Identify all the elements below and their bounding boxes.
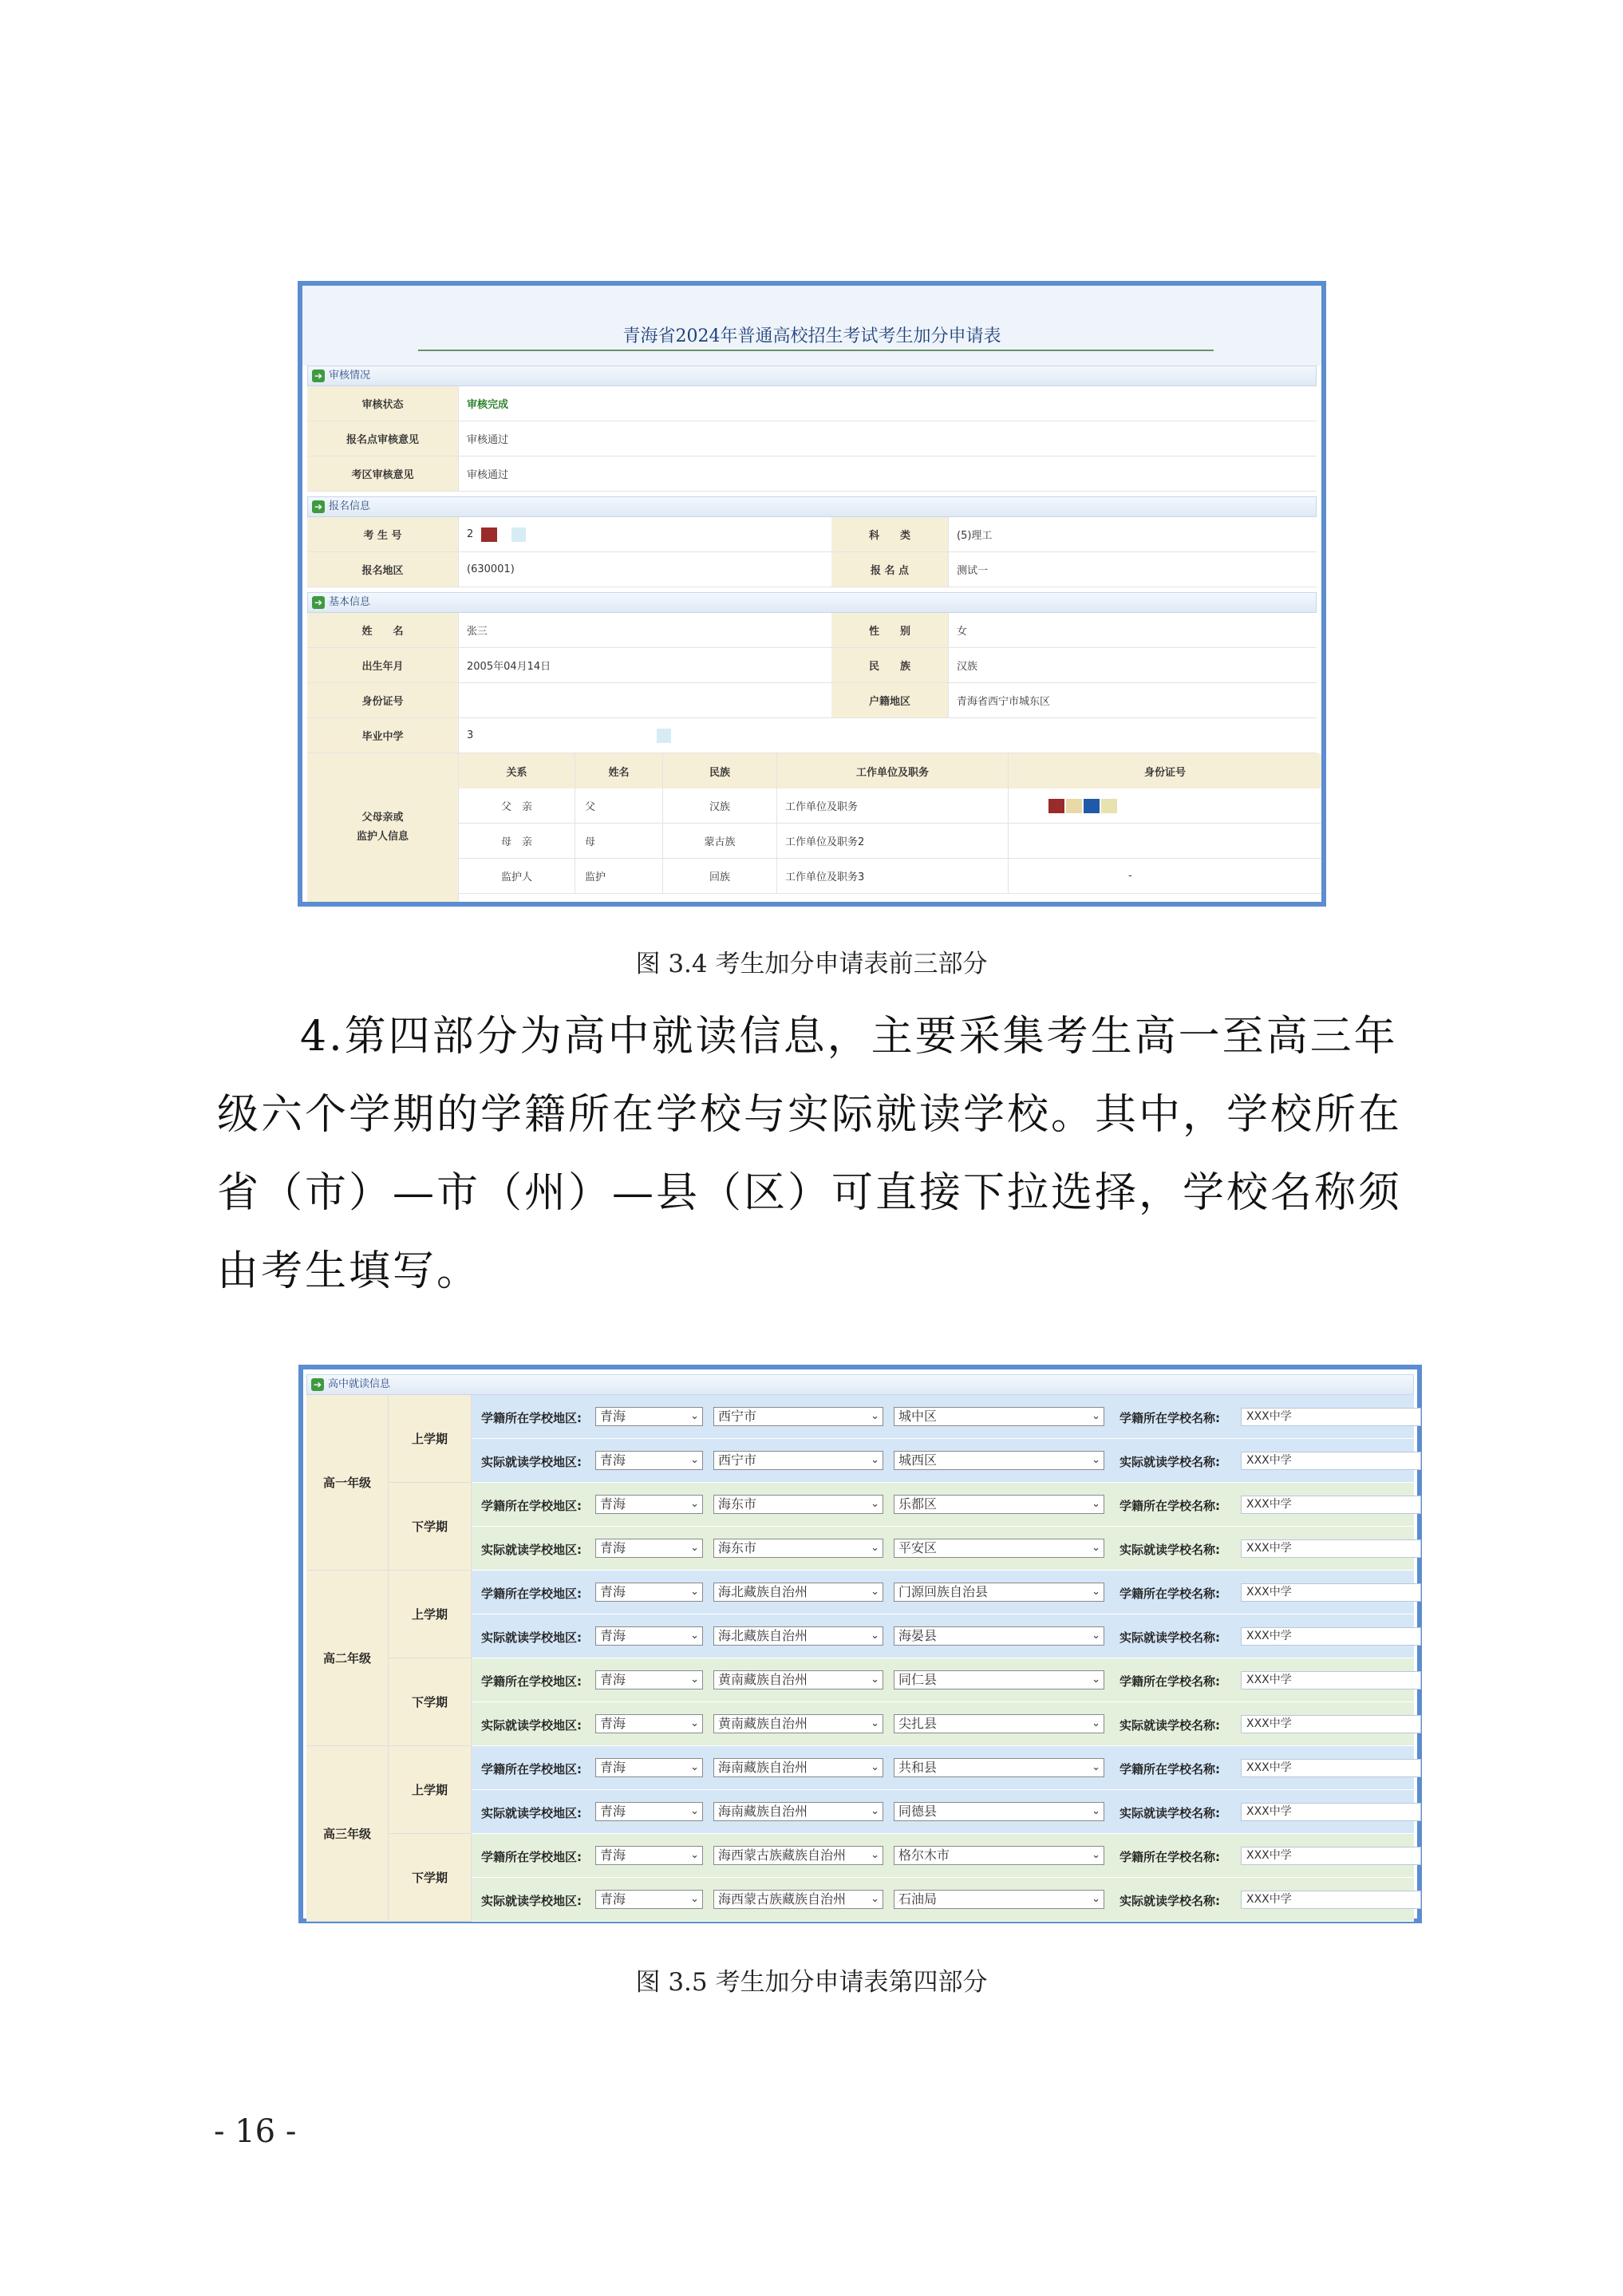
exam-no-text: 2: [467, 528, 474, 540]
county-select-value: 平安区: [898, 1540, 938, 1555]
school-text: 3: [467, 729, 474, 741]
chevron-down-icon: ⌄: [1092, 1454, 1100, 1466]
city-select-value: 海南藏族自治州: [718, 1804, 808, 1819]
registered-region-label: 学籍所在学校地区:: [481, 1587, 582, 1601]
chevron-down-icon: ⌄: [690, 1893, 699, 1905]
city-select-value: 海西蒙古族藏族自治州: [718, 1891, 847, 1907]
county-select-value: 同德县: [898, 1804, 938, 1819]
county-select[interactable]: [894, 1802, 1104, 1821]
registered-name-label: 学籍所在学校名称:: [1120, 1587, 1220, 1601]
redaction-mark: [511, 528, 526, 542]
household-label: 户籍地区: [831, 683, 949, 717]
registered-name-label: 学籍所在学校名称:: [1120, 1411, 1220, 1425]
county-select[interactable]: [894, 1714, 1104, 1733]
city-select[interactable]: [713, 1670, 883, 1689]
chevron-down-icon: ⌄: [871, 1542, 879, 1554]
actual-region-label: 实际就读学校地区:: [481, 1806, 582, 1820]
province-select[interactable]: [595, 1583, 703, 1602]
city-select[interactable]: [713, 1407, 883, 1426]
review-status-value: 审核完成: [467, 399, 509, 411]
province-select-value: 青海: [600, 1496, 626, 1512]
basic-row-2: [307, 648, 1317, 683]
school-name-input[interactable]: XXX中学: [1241, 1671, 1421, 1689]
family-ethnic-mother: 蒙古族: [663, 824, 777, 859]
city-select-value: 西宁市: [718, 1452, 757, 1468]
school-name-input[interactable]: XXX中学: [1241, 1496, 1421, 1514]
actual-name-label: 实际就读学校名称:: [1120, 1806, 1220, 1820]
id-label: 身份证号: [307, 683, 459, 717]
chevron-down-icon: ⌄: [1092, 1542, 1100, 1554]
review-district-value: 审核通过: [467, 469, 509, 481]
actual-region-label: 实际就读学校地区:: [481, 1894, 582, 1908]
province-select-value: 青海: [600, 1804, 626, 1819]
chevron-down-icon: ⌄: [690, 1849, 699, 1861]
county-select[interactable]: [894, 1890, 1104, 1909]
family-name-mother: 母: [575, 824, 663, 859]
family-header-relation: 关系: [459, 753, 575, 788]
city-select[interactable]: [713, 1846, 883, 1865]
school-row: [472, 1614, 1414, 1658]
province-select[interactable]: [595, 1626, 703, 1646]
province-select-value: 青海: [600, 1628, 626, 1643]
city-select-value: 海南藏族自治州: [718, 1760, 808, 1775]
registered-name-label: 学籍所在学校名称:: [1120, 1850, 1220, 1864]
chevron-down-icon: ⌄: [871, 1674, 879, 1685]
city-select[interactable]: [713, 1495, 883, 1514]
basic-row-3: [307, 683, 1317, 718]
point-label: 报 名 点: [831, 552, 949, 587]
city-select-value: 西宁市: [718, 1409, 757, 1424]
province-select-value: 青海: [600, 1584, 626, 1599]
province-select-value: 青海: [600, 1540, 626, 1555]
province-select[interactable]: [595, 1451, 703, 1470]
family-header-work: 工作单位及职务: [777, 753, 1009, 788]
chevron-down-icon: ⌄: [690, 1454, 699, 1466]
redaction-mark: [1048, 799, 1064, 813]
city-select-value: 黄南藏族自治州: [718, 1716, 808, 1731]
county-select-value: 石油局: [898, 1891, 938, 1907]
actual-name-label: 实际就读学校名称:: [1120, 1894, 1220, 1908]
chevron-down-icon: ⌄: [1092, 1761, 1100, 1773]
school-name-input[interactable]: XXX中学: [1241, 1452, 1421, 1470]
city-select[interactable]: [713, 1890, 883, 1909]
registration-row-2: [307, 552, 1317, 587]
province-select-value: 青海: [600, 1891, 626, 1907]
province-select-value: 青海: [600, 1847, 626, 1863]
chevron-down-icon: ⌄: [871, 1717, 879, 1729]
school-name-input[interactable]: XXX中学: [1241, 1847, 1421, 1865]
review-point-value: 审核通过: [467, 434, 509, 446]
section-basic-title: 基本信息: [329, 596, 371, 608]
province-select[interactable]: [595, 1714, 703, 1733]
county-select[interactable]: [894, 1846, 1104, 1865]
province-select[interactable]: [595, 1407, 703, 1426]
chevron-down-icon: ⌄: [690, 1410, 699, 1422]
school-name-input[interactable]: XXX中学: [1241, 1715, 1421, 1733]
county-select[interactable]: [894, 1495, 1104, 1514]
school-name-input[interactable]: XXX中学: [1241, 1891, 1421, 1909]
county-select[interactable]: [894, 1670, 1104, 1689]
school-value: [459, 718, 671, 753]
chevron-down-icon: ⌄: [1092, 1805, 1100, 1817]
region-label: 报名地区: [307, 552, 459, 587]
term-label: 下学期: [389, 1483, 472, 1571]
family-header-ethnic: 民族: [663, 753, 777, 788]
county-select[interactable]: [894, 1583, 1104, 1602]
review-status-label: 审核状态: [307, 386, 459, 421]
county-select[interactable]: [894, 1451, 1104, 1470]
chevron-down-icon: ⌄: [690, 1498, 699, 1510]
term-label: 下学期: [389, 1834, 472, 1922]
name-label: 姓 名: [307, 613, 459, 647]
school-row: [472, 1527, 1414, 1571]
actual-region-label: 实际就读学校地区:: [481, 1630, 582, 1645]
school-row: [472, 1439, 1414, 1483]
province-select-value: 青海: [600, 1409, 626, 1424]
term-label: 上学期: [389, 1395, 472, 1483]
grade-label: 高三年级: [306, 1746, 389, 1922]
province-select[interactable]: [595, 1495, 703, 1514]
city-select[interactable]: [713, 1583, 883, 1602]
family-ethnic-guardian: 回族: [663, 859, 777, 894]
school-row: [472, 1658, 1414, 1702]
chevron-down-icon: ⌄: [1092, 1674, 1100, 1685]
province-select[interactable]: [595, 1758, 703, 1777]
actual-region-label: 实际就读学校地区:: [481, 1455, 582, 1469]
gender-label: 性 别: [831, 613, 949, 647]
chevron-down-icon: ⌄: [690, 1717, 699, 1729]
school-name-input[interactable]: XXX中学: [1241, 1583, 1421, 1602]
actual-region-label: 实际就读学校地区:: [481, 1718, 582, 1733]
chevron-down-icon: ⌄: [1092, 1630, 1100, 1642]
province-select-value: 青海: [600, 1452, 626, 1468]
figure-3-4-caption: 图 3.4 考生加分申请表前三部分: [635, 950, 988, 978]
section-highschool-title: 高中就读信息: [328, 1378, 391, 1390]
region-value: (630001): [467, 563, 515, 575]
family-work-father: 工作单位及职务: [777, 788, 1009, 824]
figure-3-5-caption: 图 3.5 考生加分申请表第四部分: [635, 1968, 988, 1997]
school-name-input[interactable]: XXX中学: [1241, 1408, 1421, 1426]
school-row: [472, 1834, 1414, 1878]
chevron-down-icon: ⌄: [871, 1454, 879, 1466]
province-select-value: 青海: [600, 1716, 626, 1731]
subject-value: (5)理工: [957, 530, 993, 542]
province-select[interactable]: [595, 1802, 703, 1821]
school-name-input[interactable]: XXX中学: [1241, 1759, 1421, 1777]
review-row-point: [307, 421, 1317, 456]
county-select-value: 格尔木市: [898, 1847, 950, 1863]
city-select-value: 海西蒙古族藏族自治州: [718, 1847, 847, 1863]
chevron-down-icon: ⌄: [871, 1893, 879, 1905]
chevron-down-icon: ⌄: [690, 1761, 699, 1773]
registered-region-label: 学籍所在学校地区:: [481, 1674, 582, 1689]
city-select[interactable]: [713, 1802, 883, 1821]
province-select-value: 青海: [600, 1672, 626, 1687]
family-relation-mother: 母 亲: [459, 824, 575, 859]
review-row-district: [307, 456, 1317, 492]
redaction-mark: [1101, 799, 1117, 813]
figure-3-5-screenshot: [298, 1365, 1422, 1923]
exam-no-value: [459, 517, 831, 551]
registration-row-1: [307, 517, 1317, 552]
county-select-value: 海晏县: [898, 1628, 938, 1643]
chevron-down-icon: ⌄: [1092, 1717, 1100, 1729]
redaction-mark: [1066, 799, 1082, 813]
form-title-bar: [302, 286, 1321, 366]
actual-name-label: 实际就读学校名称:: [1120, 1543, 1220, 1557]
chevron-down-icon: ⌄: [871, 1805, 879, 1817]
family-ethnic-father: 汉族: [663, 788, 777, 824]
section-registration-header[interactable]: [307, 496, 1317, 517]
chevron-down-icon: ⌄: [871, 1410, 879, 1422]
registered-name-label: 学籍所在学校名称:: [1120, 1674, 1220, 1689]
subject-label: 科 类: [831, 517, 949, 551]
city-select[interactable]: [713, 1539, 883, 1558]
arrow-right-icon: ➔: [312, 369, 325, 382]
school-name-input[interactable]: XXX中学: [1241, 1539, 1421, 1558]
city-select-value: 海北藏族自治州: [718, 1628, 808, 1643]
registered-name-label: 学籍所在学校名称:: [1120, 1499, 1220, 1513]
registered-region-label: 学籍所在学校地区:: [481, 1411, 582, 1425]
redaction-mark: [1084, 799, 1100, 813]
county-select-value: 尖扎县: [898, 1716, 938, 1731]
birth-value: 2005年04月14日: [467, 661, 551, 673]
registered-region-label: 学籍所在学校地区:: [481, 1850, 582, 1864]
section-review-title: 审核情况: [329, 369, 371, 381]
registered-region-label: 学籍所在学校地区:: [481, 1499, 582, 1513]
province-select[interactable]: [595, 1846, 703, 1865]
term-label: 下学期: [389, 1658, 472, 1746]
chevron-down-icon: ⌄: [871, 1498, 879, 1510]
page-number: - 16 -: [214, 2113, 297, 2150]
chevron-down-icon: ⌄: [1092, 1893, 1100, 1905]
school-row: [472, 1395, 1414, 1439]
birth-label: 出生年月: [307, 648, 459, 682]
exam-no-label: 考 生 号: [307, 517, 459, 551]
county-select-value: 同仁县: [898, 1672, 938, 1687]
province-select-value: 青海: [600, 1760, 626, 1775]
county-select[interactable]: [894, 1758, 1104, 1777]
redaction-mark: [657, 729, 671, 743]
city-select-value: 海北藏族自治州: [718, 1584, 808, 1599]
section-highschool-header[interactable]: [306, 1374, 1414, 1395]
city-select[interactable]: [713, 1626, 883, 1646]
family-work-guardian: 工作单位及职务3: [777, 859, 1009, 894]
school-row: [472, 1571, 1414, 1614]
term-label: 上学期: [389, 1746, 472, 1834]
family-id-mother: [1009, 824, 1321, 859]
county-select[interactable]: [894, 1539, 1104, 1558]
term-label: 上学期: [389, 1571, 472, 1658]
county-select-value: 城中区: [898, 1409, 938, 1424]
family-relation-father: 父 亲: [459, 788, 575, 824]
county-select-value: 城西区: [898, 1452, 938, 1468]
chevron-down-icon: ⌄: [1092, 1586, 1100, 1598]
chevron-down-icon: ⌄: [1092, 1410, 1100, 1422]
chevron-down-icon: ⌄: [690, 1805, 699, 1817]
family-id-father: [1009, 788, 1321, 824]
family-header-id: 身份证号: [1009, 753, 1321, 788]
household-value: 青海省西宁市城东区: [957, 696, 1051, 708]
basic-row-4: [307, 718, 1317, 753]
county-select-value: 门源回族自治县: [898, 1584, 989, 1599]
province-select[interactable]: [595, 1890, 703, 1909]
review-row-status: [307, 386, 1317, 421]
figure-3-4-screenshot: [298, 281, 1326, 907]
school-name-input[interactable]: XXX中学: [1241, 1627, 1421, 1646]
province-select[interactable]: [595, 1670, 703, 1689]
county-select-value: 乐都区: [898, 1496, 938, 1512]
ethnic-value: 汉族: [957, 661, 978, 673]
county-select[interactable]: [894, 1407, 1104, 1426]
chevron-down-icon: ⌄: [871, 1586, 879, 1598]
body-paragraph: 4.第四部分为高中就读信息，主要采集考生高一至高三年级六个学期的学籍所在学校与实际就读学校。其中，学校所在省（市）—市（州）—县（区）可直接下拉选择，学校名称须由考生填写。: [217, 1013, 1403, 1295]
city-select[interactable]: [713, 1758, 883, 1777]
form-title: 青海省2024年普通高校招生考试考生加分申请表: [622, 326, 1001, 346]
basic-row-1: [307, 613, 1317, 648]
family-header-name: 姓名: [575, 753, 663, 788]
chevron-down-icon: ⌄: [690, 1542, 699, 1554]
school-row: [472, 1483, 1414, 1527]
school-row: [472, 1790, 1414, 1834]
family-relation-guardian: 监护人: [459, 859, 575, 894]
school-row: [472, 1746, 1414, 1790]
family-name-father: 父: [575, 788, 663, 824]
chevron-down-icon: ⌄: [871, 1849, 879, 1861]
school-row: [472, 1878, 1414, 1922]
section-review-header[interactable]: [307, 366, 1317, 386]
county-select[interactable]: [894, 1626, 1104, 1646]
arrow-right-icon: ➔: [311, 1378, 324, 1391]
chevron-down-icon: ⌄: [1092, 1498, 1100, 1510]
city-select[interactable]: [713, 1451, 883, 1470]
point-value: 测试一: [957, 565, 989, 577]
chevron-down-icon: ⌄: [690, 1674, 699, 1685]
chevron-down-icon: ⌄: [690, 1630, 699, 1642]
ethnic-label: 民 族: [831, 648, 949, 682]
registered-name-label: 学籍所在学校名称:: [1120, 1762, 1220, 1776]
arrow-right-icon: ➔: [312, 596, 325, 609]
registered-region-label: 学籍所在学校地区:: [481, 1762, 582, 1776]
city-select-value: 黄南藏族自治州: [718, 1672, 808, 1687]
actual-name-label: 实际就读学校名称:: [1120, 1718, 1220, 1733]
title-underline: [418, 350, 1214, 351]
city-select-value: 海东市: [718, 1540, 757, 1555]
actual-name-label: 实际就读学校名称:: [1120, 1630, 1220, 1645]
name-value: 张三: [467, 626, 488, 638]
grade-label: 高一年级: [306, 1395, 389, 1571]
grade-label: 高二年级: [306, 1571, 389, 1746]
chevron-down-icon: ⌄: [871, 1630, 879, 1642]
family-id-guardian: -: [1009, 859, 1321, 894]
chevron-down-icon: ⌄: [871, 1761, 879, 1773]
review-point-label: 报名点审核意见: [307, 421, 459, 456]
arrow-right-icon: ➔: [312, 500, 325, 513]
gender-value: 女: [957, 626, 968, 638]
family-section-label: 父母亲或 监护人信息: [307, 753, 459, 902]
section-registration-title: 报名信息: [329, 500, 371, 512]
section-basic-header[interactable]: [307, 592, 1317, 613]
actual-region-label: 实际就读学校地区:: [481, 1543, 582, 1557]
school-name-input[interactable]: XXX中学: [1241, 1803, 1421, 1821]
family-work-mother: 工作单位及职务2: [777, 824, 1009, 859]
review-district-label: 考区审核意见: [307, 456, 459, 491]
redaction-mark: [481, 528, 497, 542]
family-name-guardian: 监护: [575, 859, 663, 894]
county-select-value: 共和县: [898, 1760, 938, 1775]
school-label: 毕业中学: [307, 718, 459, 753]
school-row: [472, 1702, 1414, 1746]
city-select-value: 海东市: [718, 1496, 757, 1512]
chevron-down-icon: ⌄: [690, 1586, 699, 1598]
chevron-down-icon: ⌄: [1092, 1849, 1100, 1861]
actual-name-label: 实际就读学校名称:: [1120, 1455, 1220, 1469]
id-value: [459, 683, 831, 717]
province-select[interactable]: [595, 1539, 703, 1558]
city-select[interactable]: [713, 1714, 883, 1733]
